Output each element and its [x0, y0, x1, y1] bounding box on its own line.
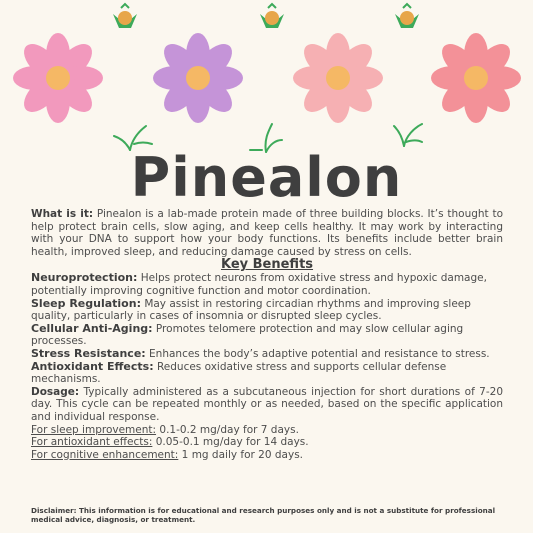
- benefit-text: Enhances the body’s adaptive potential and resistance to stress.: [149, 347, 490, 360]
- what-is-it-paragraph: [31, 208, 503, 258]
- dose-line-label: For antioxidant effects:: [31, 436, 153, 449]
- dose-line-label: For cognitive enhancement:: [31, 448, 179, 461]
- pink-cosmos-flower-icon: [13, 33, 103, 123]
- benefit-item: [31, 361, 503, 386]
- benefit-name: Sleep Regulation:: [31, 296, 141, 310]
- flower-bud-icon: [395, 4, 419, 28]
- benefit-text: Promotes telomere protection and may slow cellular aging processes.: [31, 322, 464, 348]
- benefit-name: Neuroprotection:: [31, 271, 138, 285]
- flower-bud-icon: [260, 4, 284, 28]
- dosage-text: Typically administered as a subcutaneous injection for short durations of 7-20 day. This cycle can be repeated monthly or as needed, based on the specific application and individual response.: [31, 385, 503, 423]
- dose-line: [31, 449, 503, 462]
- what-is-it-text: Pinealon is a lab-made protein made of three building blocks. It’s thought to help protect brain cells, slow aging, and keep cells healthy. It may work by interacting with your DNA to support how your body functions. Its benefits include better brain health, improved sleep, and reducing damage caused by stress on cells.: [31, 208, 504, 258]
- flower-banner: [0, 0, 533, 160]
- dosage-label: Dosage:: [31, 385, 80, 398]
- coral-cosmos-flower-icon: [431, 33, 521, 123]
- benefit-text: May assist in restoring circadian rhythms and improving sleep quality, particularly in cases of insomnia or disrupted sleep cycles.: [31, 297, 471, 323]
- peach-cosmos-flower-icon: [293, 33, 383, 123]
- what-is-it-label: What is it:: [31, 208, 94, 220]
- benefit-name: Antioxidant Effects:: [31, 359, 154, 373]
- dose-line-value: 1 mg daily for 20 days.: [181, 448, 304, 461]
- benefits-heading: Key Benefits: [220, 257, 314, 273]
- benefit-item: [31, 323, 503, 348]
- dosage-paragraph: [31, 386, 503, 424]
- dose-line-value: 0.1-0.2 mg/day for 7 days.: [159, 423, 299, 436]
- disclaimer: Disclaimer: This information is for educational and research purposes only and is not a substitute for professional medical advice, diagnosis, or treatment.: [31, 506, 496, 524]
- grass-sprout-icon: [394, 124, 422, 146]
- benefit-name: Stress Resistance:: [31, 346, 146, 360]
- benefit-text: Reduces oxidative stress and supports cellular defense mechanisms.: [31, 360, 447, 386]
- purple-cosmos-flower-icon: [153, 33, 243, 123]
- benefit-text: Helps protect neurons from oxidative stress and hypoxic damage, potentially improving cognitive function and motor coordination.: [31, 272, 487, 297]
- dose-line-value: 0.05-0.1 mg/day for 14 days.: [155, 436, 309, 449]
- benefit-name: Cellular Anti-Aging:: [31, 321, 153, 335]
- page-title: Pinealon: [130, 146, 403, 209]
- dose-line: [31, 436, 503, 449]
- flower-bud-icon: [113, 4, 137, 28]
- benefit-item: [31, 298, 503, 323]
- dose-line: [31, 424, 503, 437]
- dose-line-label: For sleep improvement:: [31, 423, 157, 436]
- benefit-item: [31, 272, 503, 297]
- main-content: [31, 208, 503, 461]
